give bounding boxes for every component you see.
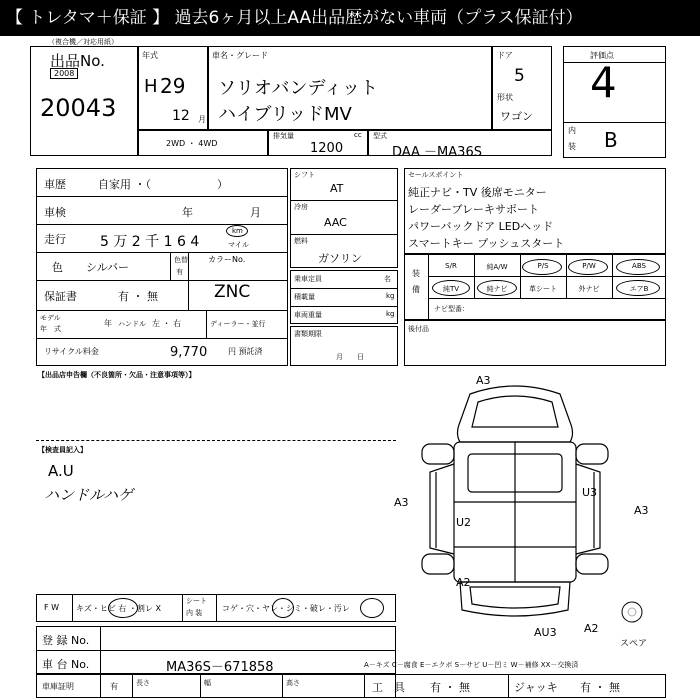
disp-unit: cc (354, 131, 362, 139)
inspector-note-1: A.U (48, 462, 74, 480)
interior-grade: B (604, 128, 618, 152)
garage-box (36, 674, 396, 698)
fuel-label: 燃料 (294, 237, 308, 245)
jack-value: 有 ・ 無 (580, 681, 620, 694)
doors-value: 5 (514, 66, 525, 86)
color-change-value: 有 (176, 268, 183, 276)
fuel-value: ガソリン (318, 252, 362, 265)
details-box (36, 168, 288, 366)
car-damage-diagram (394, 372, 670, 652)
sales-label: セールスポイント (408, 171, 464, 179)
equip-sr: S/R (445, 262, 457, 270)
pw-circle-mark (568, 259, 608, 275)
model-year-unit: 年 (104, 319, 112, 328)
capacity-unit: 名 (384, 275, 391, 283)
score-label: 評価点 (590, 51, 614, 60)
inspection-year: 年 (182, 206, 193, 219)
damage-mark: U2 (456, 516, 472, 529)
inspector-label: 【検査員記入】 (38, 446, 87, 454)
disp-value: 1200 (310, 141, 344, 156)
chassis-label: 車 台 No. (42, 658, 90, 671)
dealer-label: ディーラー・並行 (210, 320, 266, 328)
sales-line: レーダーブレーキサポート (408, 203, 540, 216)
after-parts-box (404, 320, 666, 366)
equip-ps: P/S (537, 262, 549, 270)
page-banner: 【 トレタマ＋保証 】 過去6ヶ月以上AA出品歴がない車両（プラス保証付） (0, 0, 700, 36)
damage-mark: U3 (582, 486, 598, 499)
disp-label: 排気量 (273, 132, 294, 140)
damage-mark: A3 (476, 374, 491, 387)
ps-circle-mark (522, 259, 562, 275)
dirt-circle-mark (360, 598, 384, 618)
fw-label: F W (44, 603, 60, 612)
notes-label: 【出品店申告欄（不良箇所・欠品・注意事項等）】 (38, 371, 196, 379)
equip-alloy: 純A/W (486, 263, 508, 271)
nav-model-label: ナビ型番： (434, 305, 469, 313)
equip-abs: ABS (632, 262, 646, 270)
equip-airbag: エアB (629, 285, 649, 293)
year-label: 年式 (142, 51, 158, 60)
color-change-label: 色替 (174, 256, 188, 264)
shape-value: ワゴン (500, 110, 533, 123)
docs-label: 書類期限 (294, 330, 322, 338)
score-value: 4 (590, 58, 617, 107)
recycle-value: 9,770 (170, 345, 208, 360)
equipment-label-2: 備 (412, 285, 420, 294)
lot-label: 出品No. (50, 52, 105, 70)
mileage-label: 走行 (44, 233, 66, 246)
seat-label-2: 内 装 (186, 609, 203, 617)
inspection-month: 月 (250, 206, 261, 219)
mileage-value: 5 万 2 千 1 6 4 (100, 234, 200, 250)
chassis-number: MA36S－671858 (166, 660, 274, 675)
warranty-value: 有 ・ 無 (118, 290, 158, 303)
mileage-unit-mile: マイル (228, 241, 249, 249)
docs-unit: 月 日 (336, 353, 364, 361)
after-parts-label: 後付品 (408, 325, 429, 333)
spare-label: スペア (620, 639, 648, 649)
crack-circle-mark (108, 598, 138, 618)
equipment-label-1: 装 (412, 269, 420, 278)
history-value: 自家用 ・（ ） (98, 178, 228, 191)
damage-mark: A3 (634, 504, 649, 517)
interior-label-2: 装 (568, 142, 576, 151)
warranty-label: 保証書 (44, 290, 77, 303)
reg-label: 登 録 No. (42, 634, 90, 647)
history-label: 車歴 (44, 178, 66, 191)
tv-circle-mark (432, 280, 470, 296)
model-label: 型式 (373, 132, 387, 140)
lot-tag: 2008 (50, 68, 78, 79)
damage-mark: AU3 (534, 626, 557, 639)
shift-value: AT (330, 182, 344, 195)
seat-label-1: シート (186, 597, 207, 605)
tools-label: 工 具 (372, 681, 405, 694)
drive-value: 2WD ・ 4WD (166, 139, 218, 148)
recycle-unit: 円 預託済 (228, 347, 263, 356)
ac-label: 冷房 (294, 203, 308, 211)
equip-leather: 革シート (529, 285, 557, 293)
airbag-circle-mark (616, 280, 660, 296)
shift-label: シフト (294, 171, 315, 179)
length-label: 長さ (136, 679, 150, 687)
equip-tv: 純TV (442, 285, 460, 293)
lot-number: 20043 (40, 94, 117, 122)
load-unit: kg (386, 292, 395, 300)
car-name: ソリオバンディット (218, 78, 379, 99)
color-label: 色 (52, 261, 63, 274)
sales-line: 純正ナビ・TV 後席モニター (408, 186, 547, 199)
abs-circle-mark (616, 259, 660, 275)
doors-label: ドア (497, 51, 513, 60)
month-value: 12 (172, 108, 190, 124)
jack-label: ジャッキ (514, 681, 558, 694)
capacity-label: 乗車定員 (294, 275, 322, 283)
handle-label: ハンドル (118, 320, 146, 328)
shape-label: 形状 (497, 93, 513, 102)
car-grade: ハイブリッドMV (218, 104, 352, 125)
garage-cert-label: 車庫証明 (42, 682, 74, 691)
handle-value: 左 ・ 右 (152, 319, 182, 328)
km-circle-mark (226, 225, 248, 237)
equip-pw: P/W (582, 262, 596, 270)
sales-line: スマートキー プッシュスタート (408, 237, 565, 250)
equip-nav: 純ナビ (486, 285, 508, 293)
ac-value: AAC (324, 216, 347, 229)
sales-line: パワーバックドア LEDヘッド (408, 220, 554, 233)
burn-check: コゲ・穴・ヤレ・シミ・破レ・汚レ (222, 604, 350, 613)
color-no-label: カラーNo. (208, 255, 246, 264)
model-year-label-1: モデル (40, 314, 61, 322)
mileage-unit-km: km (232, 227, 243, 235)
load-label: 積載量 (294, 293, 315, 301)
form-subtitle: （複合機／対応用紙） (48, 38, 118, 46)
equip-ext-nav: 外ナビ (578, 285, 600, 293)
month-unit: 月 (198, 115, 206, 124)
nav-circle-mark (477, 280, 517, 296)
year-value: 29 (160, 74, 186, 98)
width-label: 幅 (204, 679, 211, 687)
color-no-value: ZNC (214, 282, 251, 302)
inspector-note-2: ハンドルハゲ (44, 486, 133, 504)
inspection-label: 車検 (44, 206, 66, 219)
weight-label: 車両重量 (294, 311, 322, 319)
model-value: DAA －MA36S (392, 145, 482, 160)
damage-legend: A－キズ C－腐食 E－エクボ S－サビ U－凹ミ W－補修 XX－交換済 (364, 661, 579, 669)
height-label: 高さ (286, 679, 300, 687)
damage-mark: A2 (584, 622, 599, 635)
wear-circle-mark (272, 598, 294, 618)
recycle-label: リサイクル料金 (44, 347, 99, 356)
weight-unit: kg (386, 310, 395, 318)
interior-label-1: 内 (568, 126, 576, 135)
tools-value: 有 ・ 無 (430, 681, 470, 694)
model-year-label-2: 年 式 (40, 325, 61, 333)
damage-mark: A2 (456, 576, 471, 589)
scratch-check: キズ・ヒビ 右 ・割レ X (76, 604, 161, 613)
era: H (144, 76, 158, 97)
damage-mark: A3 (394, 496, 409, 509)
garage-cert-value: 有 (110, 682, 118, 691)
name-label: 車名・グレード (212, 51, 268, 60)
color-value: シルバー (86, 261, 129, 274)
